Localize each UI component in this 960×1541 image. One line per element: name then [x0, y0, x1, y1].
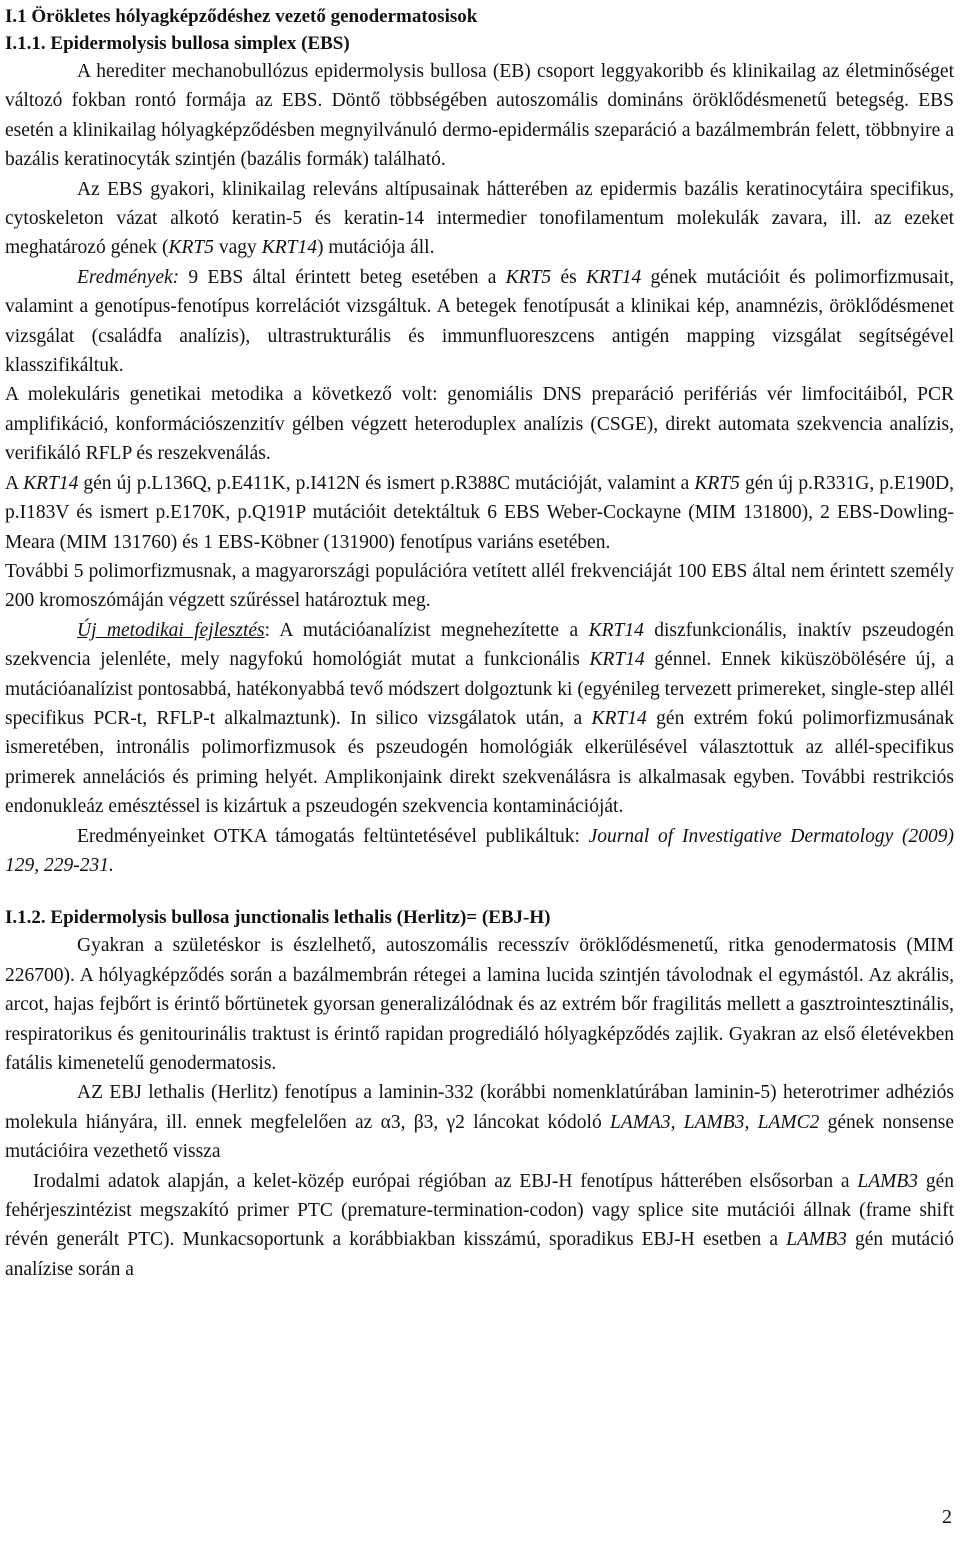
text-run: gének nonsense mutációira vezethető vissza [5, 1111, 954, 1163]
text-run: génnel. Ennek kiküszöbölésére új, a mutációanalízist pontosabbá, hatékonyabbá tevő módszert dolgoztunk ki (egyénileg tervezett primereket, single-step allél specifikus PCR-t, RFLP-t alkalmaztunk). In silico vizsgálatok után, a [5, 649, 954, 729]
text-run: gén új p.L136Q, p.E411K, p.I412N és ismert p.R388C mutációját, valamint a [78, 472, 695, 494]
gene-name: KRT14 [261, 237, 317, 259]
text-run: gének mutációit és polimorfizmusait, valamint a genotípus-fenotípus korrelációt vizsgáltuk. A betegek fenotípusát a klinikai kép, anamnézis, öröklődésmenet vizsgálat (családfa analízis), ultrastrukturális és immunfluoreszcens antigén mapping vizsgálat segítségével klasszifikáltuk. [5, 266, 955, 377]
gene-name: KRT14 [586, 266, 642, 288]
text-run: 9 EBS által érintett beteg esetében a [179, 266, 506, 288]
text-run: AZ EBJ lethalis (Herlitz) fenotípus a laminin-332 (korábbi nomenklatúrában laminin-5) heterotrimer adhéziós molekula hiányára, ill. ennek megfelelően az α3, β3, γ2 láncokat kódoló [5, 1082, 954, 1133]
ebs-paragraph-keratin [5, 175, 954, 263]
text-run: gén fehérjeszintézist megszakító primer PTC (premature-termination-codon) vagy splice site mutációi állnak (frame shift révén generált PTC). Munkacsoportunk a korábbiakban kisszámú, sporadikus EBJ-H esetben a [5, 1170, 954, 1251]
document-page [5, 0, 954, 1284]
text-run: és [551, 266, 586, 288]
gene-name: KRT14 [591, 707, 647, 729]
section-heading: I.1 Örökletes hólyagképződéshez vezető genodermatosisok [5, 6, 478, 27]
text-run: Eredményeinket OTKA támogatás feltüntetésével publikáltuk: [77, 825, 589, 847]
journal-reference: Journal of Investigative Dermatology (2009) 129, 229-231. [5, 825, 954, 876]
text-run: Az EBS gyakori, klinikailag releváns altípusainak hátterében az epidermis bazális keratinocytáira specifikus, cytoskeleton vázat alkotó keratin-5 és keratin-14 intermedier tonofilamentum molekulák zavara, ill. az ezeket meghatározó gének ( [5, 178, 954, 259]
ebs-paragraph-polymorphisms: További 5 polimorfizmusnak, a magyarországi populációra vetített allél frekvenciáját 100 EBS által nem érintett személy 200 kromoszómáján végzett szűréssel határoztuk meg. [5, 560, 954, 612]
ebj-paragraph-literature [5, 1167, 954, 1285]
ebs-paragraph-intro: A herediter mechanobullózus epidermolysis bullosa (EB) csoport leggyakoribb és klinikailag az életminőséget változó fokban rontó formája az EBS. Döntő többségében autoszomális domináns öröklődésmenetű betegség. EBS esetén a klinikailag hólyagképződésben megnyilvánuló dermo-epidermális szeparáció a bazálmembrán felett, többnyire a bazális keratinocyták szintjén (bazális formák) található. [5, 61, 954, 171]
gene-name: KRT14 [589, 649, 645, 671]
ebs-paragraph-publication [5, 822, 954, 881]
gene-name: KRT14 [588, 619, 644, 641]
gene-name: LAMB3 [857, 1170, 919, 1192]
subsection-heading-ebj: I.1.2. Epidermolysis bullosa junctionalis lethalis (Herlitz)= (EBJ-H) [5, 907, 551, 929]
text-run: gén extrém fokú polimorfizmusának ismeretében, intronális polimorfizmusok és pszeudogén homológiák elkerülésével választottuk az allél-specifikus primerek annelációs és priming helyét. Amplikonjaink direkt szekvenálásra is alkalmasak egyben. További restrikciós endonukleáz emésztéssel is kizártuk a pszeudogén szekvencia kontaminációját. [5, 707, 954, 818]
new-method-label: Új metodikai fejlesztés [77, 619, 265, 641]
ebs-paragraph-new-method [5, 616, 954, 822]
section-gap [5, 880, 954, 904]
gene-name: KRT14 [23, 472, 79, 494]
ebs-paragraph-mutations [5, 469, 954, 557]
subsection-heading-ebs: I.1.1. Epidermolysis bullosa simplex (EBS) [5, 33, 350, 54]
text-run: gén mutáció analízise során a [5, 1229, 955, 1280]
ebs-paragraph-methods: A molekuláris genetikai metodika a következő volt: genomiális DNS preparáció perifériás vér limfocitáiból, PCR amplifikáció, konformációszenzitív gélben végzett heteroduplex analízis (CSGE), direkt automata szekvencia analízis, verifikáló RFLP és reszekvenálás. [5, 384, 954, 465]
ebs-paragraph-results [5, 263, 954, 381]
text-run: : A mutációanalízist megnehezítette a [264, 619, 589, 641]
text-run: vagy [214, 237, 262, 259]
gene-name: KRT5 [505, 266, 552, 288]
text-run: diszfunkcionális, inaktív pszeudogén szekvencia jelenléte, mely nagyfokú homológiát mutat a funkcionális [5, 619, 954, 671]
text-run: A [5, 472, 24, 494]
gene-name: LAMB3 [786, 1229, 847, 1251]
ebj-paragraph-intro: Gyakran a születéskor is észlelhető, autoszomális recesszív öröklődésmenetű, ritka genodermatosis (MIM 226700). A hólyagképződés során a bazálmembrán rétegei a lamina lucida szintjén távolodnak el egymástól. Az akrális, arcot, hajas fejbőrt is érintő bőrtünetek gyorsan generalizálódnak és az extrém bőr fragilitás mellett a gasztrointesztinális, respiratorikus és genitourinális traktust is érintő rapidan progrediáló hólyagképződés zajlik. Gyakran az első életévekben fatális kimenetelű genodermatosis. [5, 935, 954, 1074]
text-run: ) mutációja áll. [316, 237, 435, 259]
page-number: 2 [942, 1506, 952, 1528]
text-run: Irodalmi adatok alapján, a kelet-közép európai régióban az EBJ-H fenotípus hátterében elsősorban a [33, 1170, 858, 1192]
gene-name: KRT5 [168, 237, 215, 259]
gene-names: LAMA3, LAMB3, LAMC2 [609, 1111, 820, 1133]
text-run: gén új p.R331G, p.E190D, p.I183V és ismert p.E170K, p.Q191P mutációit detektáltuk 6 EBS Weber-Cockayne (MIM 131800), 2 EBS-Dowling-Meara (MIM 131760) és 1 EBS-Köbner (131900) fenotípus variáns esetében. [5, 472, 955, 553]
results-label: Eredmények: [77, 266, 180, 288]
ebj-paragraph-laminin [5, 1078, 954, 1166]
gene-name: KRT5 [694, 472, 740, 494]
